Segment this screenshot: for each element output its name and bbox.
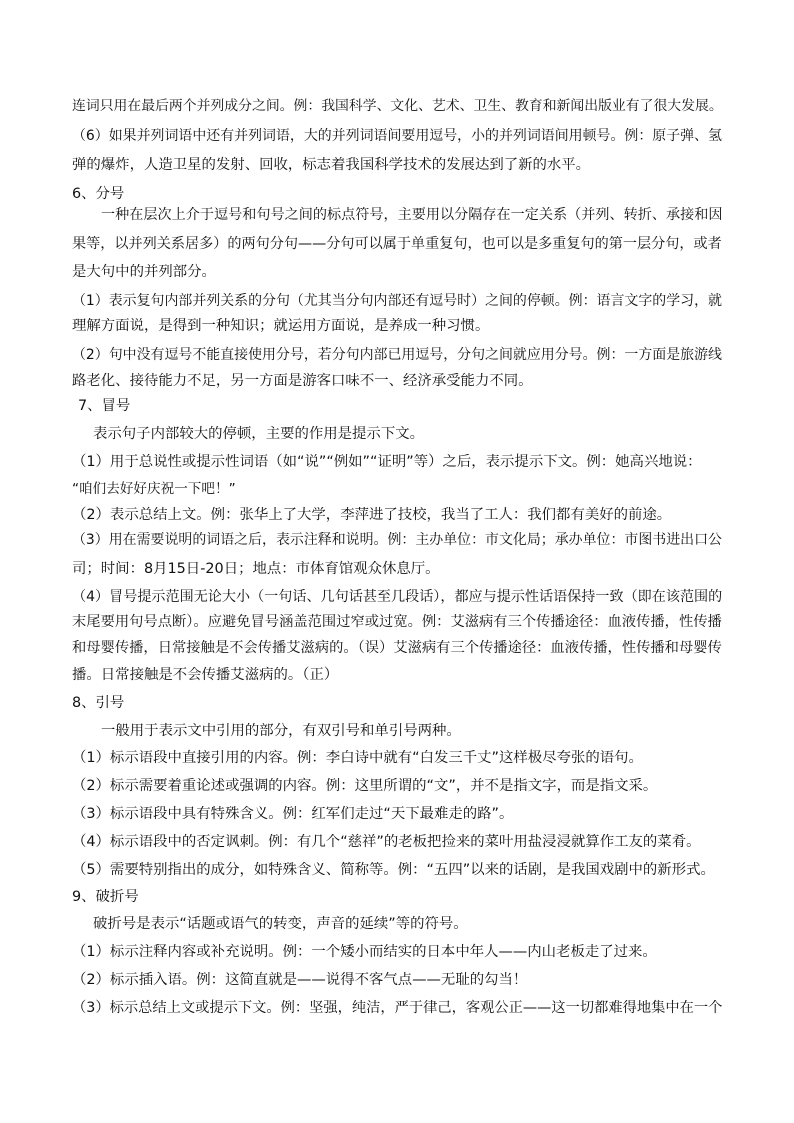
text-line: 和母婴传播，日常接触是不会传播艾滋病的。（误）艾滋病有三个传播途径：血液传播，性传播和母婴传 [72, 640, 722, 656]
text-line: “咱们去好好庆祝一下吧！” [72, 481, 236, 497]
text-line: （3）用在需要说明的词语之后，表示注释和说明。例：主办单位：市文化局；承办单位：市图书进出口公 [72, 532, 722, 548]
section-heading-dash: 9、破折号 [72, 889, 139, 905]
text-line: 末尾要用句号点断）。应避免冒号涵盖范围过窄或过宽。例：艾滋病有三个传播途径：血液传播，性传播 [72, 614, 722, 630]
text-line: （1）表示复句内部并列关系的分句（尤其当分句内部还有逗号时）之间的停顿。例：语言文字的学习，就 [72, 293, 722, 309]
section-heading-colon: 7、冒号 [78, 398, 131, 414]
section-heading-semicolon: 6、分号 [72, 186, 125, 202]
text-line: （6）如果并列词语中还有并列词语，大的并列词语间要用逗号，小的并列词语间用顿号。例：原子弹、氢 [72, 128, 722, 144]
text-line: 连词只用在最后两个并列成分之间。例：我国科学、文化、艺术、卫生、教育和新闻出版业有了很大发展。 [72, 98, 723, 114]
text-line: （4）标示语段中的否定讽刺。例：有几个“慈祥”的老板把捡来的菜叶用盐浸浸就算作工友的菜肴。 [72, 834, 701, 850]
text-line: （1）标示语段中直接引用的内容。例：李白诗中就有“白发三千丈”这样极尽夸张的语句。 [72, 750, 643, 766]
text-line: 弹的爆炸，人造卫星的发射、回收，标志着我国科学技术的发展达到了新的水平。 [72, 157, 591, 173]
text-line: （2）标示需要着重论述或强调的内容。例：这里所谓的“文”，并不是指文字，而是指文采。 [72, 778, 658, 794]
text-line: 表示句子内部较大的停顿，主要的作用是提示下文。 [93, 426, 424, 442]
text-line: （3）标示总结上文或提示下文。例：坚强，纯洁，严于律己，客观公正——这一切都难得地集中在一个 [72, 1000, 723, 1016]
text-line: 一种在层次上介于逗号和句号之间的标点符号，主要用以分隔存在一定关系（并列、转折、承接和因 [101, 207, 723, 223]
text-line: 一般用于表示文中引用的部分，有双引号和单引号两种。 [101, 723, 461, 739]
text-line: 司；时间：8月15日-20日；地点：市体育馆观众休息厅。 [72, 561, 440, 577]
text-line: （5）需要特别指出的成分，如特殊含义、简称等。例：“五四”以来的话剧，是我国戏剧中的新形式。 [72, 862, 715, 878]
text-line: 果等，以并列关系居多）的两句分句——分句可以属于单重复句，也可以是多重复句的第一层分句，或者 [72, 236, 722, 252]
text-line: （4）冒号提示范围无论大小（一句话、几句话甚至几段话），都应与提示性话语保持一致（即在该范围的 [72, 589, 723, 605]
text-line: 路老化、接待能力不足，另一方面是游客口味不一、经济承受能力不同。 [72, 373, 533, 389]
text-line: （2）句中没有逗号不能直接使用分号，若分句内部已用逗号，分句之间就应用分号。例：一方面是旅游线 [72, 347, 722, 363]
text-line: （3）标示语段中具有特殊含义。例：红军们走过“天下最难走的路”。 [72, 806, 514, 822]
text-line: （1）用于总说性或提示性词语（如“说”“例如”“证明”等）之后，表示提示下文。例：她高兴地说： [72, 454, 702, 470]
text-line: 理解方面说，是得到一种知识；就运用方面说，是养成一种习惯。 [72, 318, 490, 334]
text-line: 破折号是表示“话题或语气的转变，声音的延续”等的符号。 [93, 916, 468, 932]
text-line: 播。日常接触是不会传播艾滋病的。（正） [72, 667, 339, 683]
section-heading-quotation: 8、引号 [72, 695, 125, 711]
text-line: （2）标示插入语。例：这简直就是——说得不客气点——无耻的勾当！ [72, 972, 528, 988]
text-line: （2）表示总结上文。例：张华上了大学，李萍进了技校，我当了工人：我们都有美好的前途。 [72, 507, 672, 523]
text-line: （1）标示注释内容或补充说明。例：一个矮小而结实的日本中年人——内山老板走了过来。 [72, 944, 657, 960]
text-line: 是大句中的并列部分。 [72, 264, 216, 280]
